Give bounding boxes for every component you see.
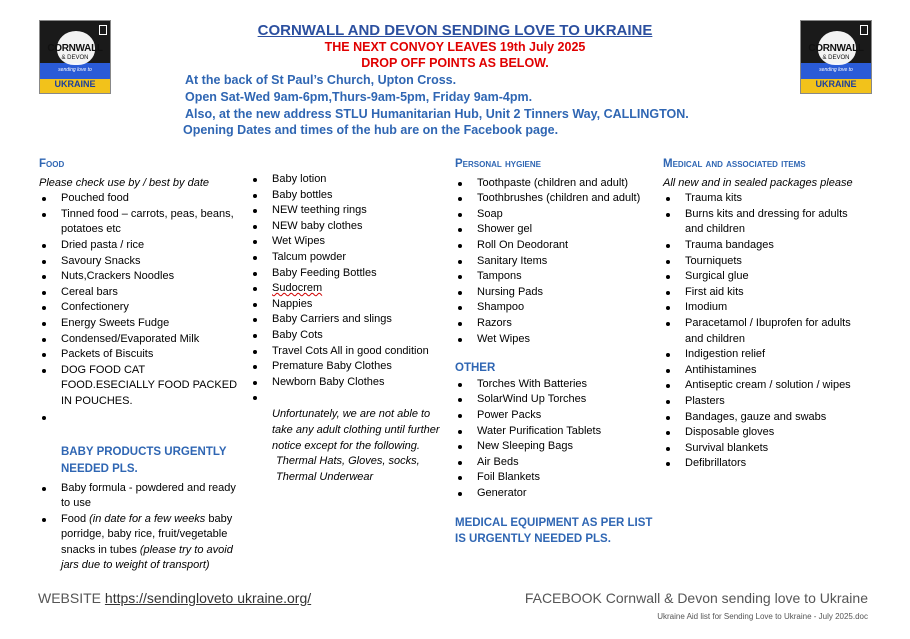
list-item: Tinned food – carrots, peas, beans, potatoes etc — [39, 207, 239, 238]
list-item: Generator — [455, 486, 655, 502]
file-name: Ukraine Aid list for Sending Love to Ukraine - July 2025.doc — [657, 612, 868, 621]
list-item: New Sleeping Bags — [455, 439, 655, 455]
list-item: Nursing Pads — [455, 285, 655, 301]
list-item: Sanitary Items — [455, 254, 655, 270]
address-line-1: At the back of St Paul’s Church, Upton Cross. — [185, 73, 457, 87]
list-item: Paracetamol / Ibuprofen for adults and children — [663, 316, 863, 347]
baby-column — [250, 172, 445, 485]
list-item: NEW baby clothes — [250, 219, 445, 235]
list-item: Foil Blankets — [455, 470, 655, 486]
list-item: Baby Cots — [250, 328, 445, 344]
medical-list — [663, 191, 863, 472]
adult-clothing-note: Unfortunately, we are not able to take any adult clothing until further notice except for the following. — [272, 408, 440, 452]
list-item: Talcum powder — [250, 250, 445, 266]
list-item: Disposable gloves — [663, 425, 863, 441]
list-item: Shower gel — [455, 222, 655, 238]
list-item: Plasters — [663, 394, 863, 410]
list-item: Cereal bars — [39, 285, 239, 301]
list-item: Toothbrushes (children and adult) — [455, 191, 655, 207]
list-item: Trauma kits — [663, 191, 863, 207]
other-heading: OTHER — [455, 362, 496, 375]
list-item: Confectionery — [39, 300, 239, 316]
facebook-line: FACEBOOK Cornwall & Devon sending love to Ukraine — [524, 590, 868, 606]
list-item: Nappies — [250, 297, 445, 313]
list-item: Toothpaste (children and adult) — [455, 176, 655, 192]
list-item: Antihistamines — [663, 363, 863, 379]
food-note: Please check use by / best by date — [39, 176, 209, 189]
list-item: Baby bottles — [250, 188, 445, 204]
list-item: Wet Wipes — [455, 332, 655, 348]
list-item: Imodium — [663, 300, 863, 316]
list-item: Roll On Deodorant — [455, 238, 655, 254]
other-list — [455, 377, 655, 502]
list-item: Baby lotion — [250, 172, 445, 188]
list-item: Baby Carriers and slings — [250, 312, 445, 328]
list-item: Surgical glue — [663, 269, 863, 285]
list-item: Survival blankets — [663, 441, 863, 457]
baby-list-1 — [39, 481, 239, 575]
list-item: Power Packs — [455, 408, 655, 424]
page-title: CORNWALL AND DEVON SENDING LOVE TO UKRAINE — [257, 22, 653, 39]
list-item — [39, 410, 239, 440]
list-item: Savoury Snacks — [39, 254, 239, 270]
list-item: Burns kits and dressing for adults and children — [663, 207, 863, 238]
list-item: Antiseptic cream / solution / wipes — [663, 378, 863, 394]
list-item: Indigestion relief — [663, 347, 863, 363]
list-item: Food (in date for a few weeks baby porridge, baby rice, fruit/vegetable snacks in tubes (please try to avoid jars due to weight of transport) — [39, 512, 239, 574]
food-list — [39, 191, 239, 439]
list-item: Energy Sweets Fudge — [39, 316, 239, 332]
list-item — [250, 390, 445, 405]
list-item: Soap — [455, 207, 655, 223]
list-item: Torches With Batteries — [455, 377, 655, 393]
baby-list-2 — [250, 172, 445, 405]
medical-column — [663, 157, 863, 472]
food-heading: Food — [39, 158, 65, 170]
address-line-2: Open Sat-Wed 9am-6pm,Thurs-9am-5pm, Friday 9am-4pm. — [185, 90, 533, 104]
logo-left: CORNWALL & DEVON sending love to UKRAINE — [39, 20, 111, 94]
website-line: WEBSITE https://sendingloveto ukraine.org/ — [38, 590, 312, 606]
list-item: Nuts,Crackers Noodles — [39, 269, 239, 285]
list-item: Newborn Baby Clothes — [250, 375, 445, 391]
list-item: DOG FOOD CAT FOOD.ESECIALLY FOOD PACKED IN POUCHES. — [39, 363, 239, 410]
list-item: Tourniquets — [663, 254, 863, 270]
list-item: Sudocrem — [250, 281, 445, 297]
list-item: Baby Feeding Bottles — [250, 266, 445, 282]
list-item: Razors — [455, 316, 655, 332]
list-item: Trauma bandages — [663, 238, 863, 254]
hygiene-heading: Personal hygiene — [455, 158, 541, 170]
hygiene-column — [455, 157, 655, 547]
convoy-date: THE NEXT CONVOY LEAVES 19th July 2025 — [324, 40, 586, 54]
logo-right: CORNWALL & DEVON sending love to UKRAINE — [800, 20, 872, 94]
list-item: Water Purification Tablets — [455, 424, 655, 440]
baby-heading: BABY PRODUCTS URGENTLY NEEDED PLS. — [61, 445, 227, 475]
list-item: Defibrillators — [663, 456, 863, 472]
list-item: Tampons — [455, 269, 655, 285]
list-item: Wet Wipes — [250, 234, 445, 250]
list-item: SolarWind Up Torches — [455, 392, 655, 408]
address-line-4: Opening Dates and times of the hub are on the Facebook page. — [183, 123, 559, 137]
list-item: Baby formula - powdered and ready to use — [39, 481, 239, 512]
list-item: Condensed/Evaporated Milk — [39, 332, 239, 348]
list-item: Pouched food — [39, 191, 239, 207]
list-item: NEW teething rings — [250, 203, 445, 219]
list-item: Bandages, gauze and swabs — [663, 410, 863, 426]
list-item: Shampoo — [455, 300, 655, 316]
thermal-note: Thermal Hats, Gloves, socks, Thermal Underwear — [276, 455, 420, 483]
list-item: Dried pasta / rice — [39, 238, 239, 254]
medical-equipment-note: MEDICAL EQUIPMENT AS PER LIST IS URGENTLY NEEDED PLS. — [455, 517, 653, 546]
address-line-3: Also, at the new address STLU Humanitarian Hub, Unit 2 Tinners Way, CALLINGTON. — [185, 107, 689, 121]
list-item: Air Beds — [455, 455, 655, 471]
list-item: Packets of Biscuits — [39, 347, 239, 363]
medical-heading: Medical and associated items — [663, 158, 806, 170]
medical-note: All new and in sealed packages please — [663, 176, 853, 189]
food-column — [39, 157, 239, 574]
dropoff-heading: DROP OFF POINTS AS BELOW. — [361, 56, 549, 70]
hygiene-list — [455, 176, 655, 348]
list-item: Travel Cots All in good condition — [250, 344, 445, 360]
website-link[interactable]: https://sendingloveto ukraine.org/ — [104, 590, 312, 606]
list-item: First aid kits — [663, 285, 863, 301]
list-item: Premature Baby Clothes — [250, 359, 445, 375]
